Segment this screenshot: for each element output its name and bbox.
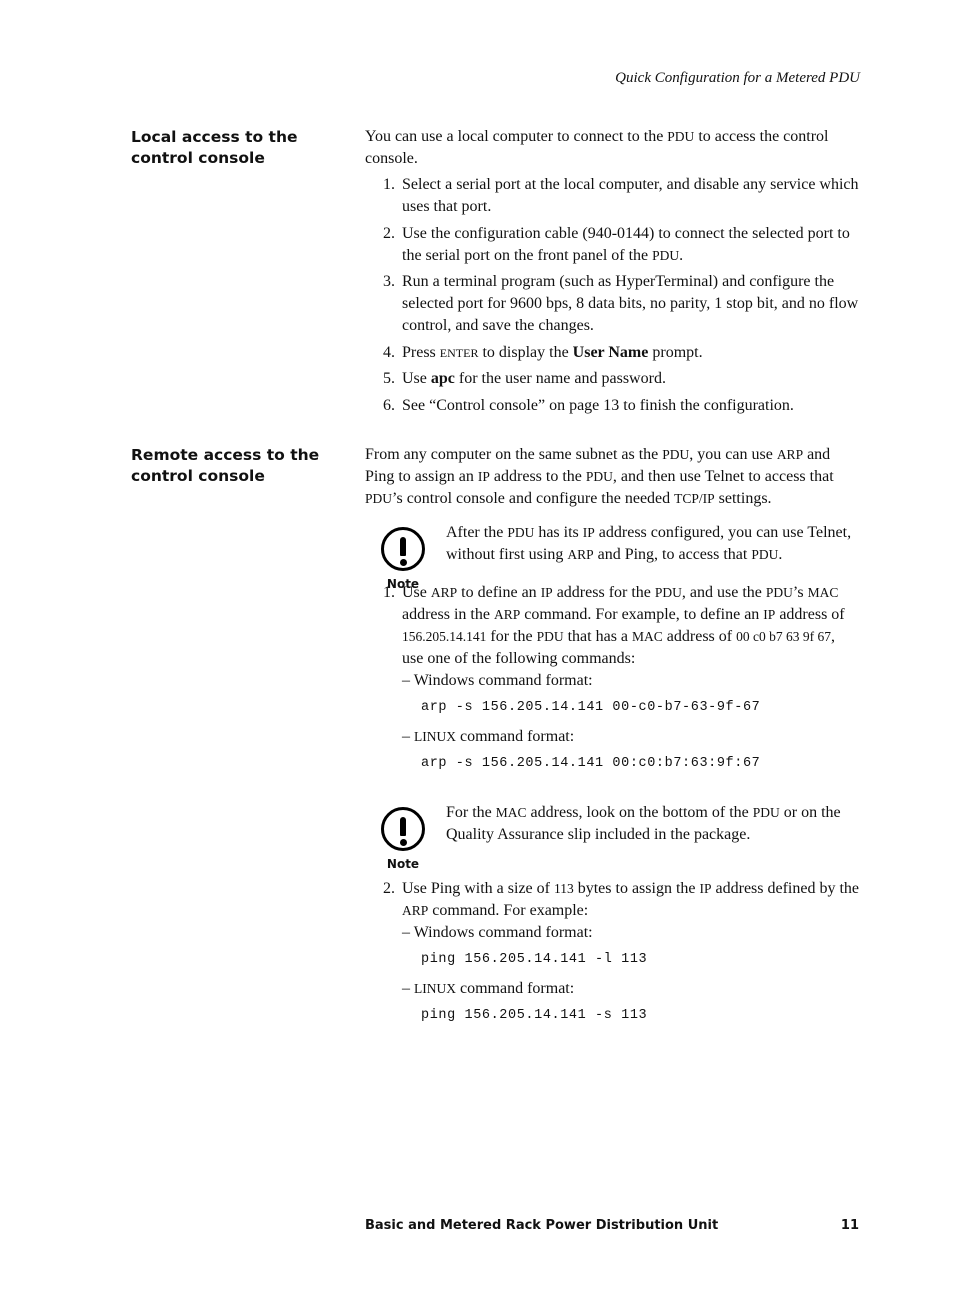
- windows-format-label: – Windows command format:: [402, 924, 593, 941]
- footer-title: Basic and Metered Rack Power Distribution Unit: [365, 1218, 719, 1233]
- windows-ping-command: ping 156.205.14.141 -l 113: [421, 952, 648, 967]
- local-access-body: [365, 126, 860, 421]
- note-icon: Note: [375, 807, 431, 875]
- linux-format-label: – LINUX command format:: [402, 728, 575, 745]
- list-item: 1. Select a serial port at the local computer, and disable any service which uses that port.: [383, 176, 859, 215]
- note-icon: Note: [375, 527, 431, 595]
- local-steps-list: [365, 174, 860, 417]
- remote-access-body: [365, 444, 860, 1034]
- local-intro: You can use a local computer to connect to the PDU to access the control console.: [365, 128, 829, 167]
- linux-arp-command: arp -s 156.205.14.141 00:c0:b7:63:9f:67: [421, 756, 761, 771]
- exclamation-icon: [381, 807, 425, 851]
- remote-access-heading: Remote access to the control console: [131, 446, 320, 485]
- linux-ping-command: ping 156.205.14.141 -s 113: [421, 1008, 648, 1023]
- list-item: 2. Use Ping with a size of 113 bytes to assign the IP address defined by the ARP command. For example: – Windows command format: ping 156.205.14.141 -l 113 – LINUX command format: ping 156.205.14.141 -s 113: [365, 878, 860, 1026]
- list-item: 5. Use apc for the user name and password.: [383, 370, 666, 387]
- note-box: [375, 522, 860, 591]
- list-item: 3. Run a terminal program (such as HyperTerminal) and configure the selected port for 9600 bps, 8 data bits, no parity, 1 stop bit, and no flow control, and save the changes.: [383, 273, 859, 334]
- local-access-heading: Local access to the control console: [131, 128, 298, 167]
- windows-format-label: – Windows command format:: [402, 672, 593, 689]
- note-box: [375, 802, 860, 871]
- exclamation-icon: [381, 527, 425, 571]
- list-item: 2. Use the configuration cable (940-0144) to connect the selected port to the serial port on the front panel of the PDU.: [383, 224, 850, 264]
- list-item: 4. Press ENTER to display the User Name prompt.: [383, 343, 703, 361]
- windows-arp-command: arp -s 156.205.14.141 00-c0-b7-63-9f-67: [421, 700, 761, 715]
- list-item: 1. Use ARP to define an IP address for the PDU, and use the PDU’s MAC address in the ARP command. For example, to define an IP address of 156.205.14.141 for the PDU that has a MAC address of 00 c0 b7 63 9f 67, use one of the following commands: – Windows command format: arp -s 156.205.14.141 00-c0-b7-63-9f-67 – LINUX command format: arp -s 156.205.14.141 00:c0:b7:63:9f:67: [365, 582, 860, 774]
- remote-steps-list: [365, 582, 860, 774]
- note-text: For the MAC address, look on the bottom of the PDU or on the Quality Assurance slip included in the package.: [446, 804, 841, 843]
- linux-format-label: – LINUX command format:: [402, 980, 575, 997]
- remote-intro: From any computer on the same subnet as the PDU, you can use ARP and Ping to assign an IP address to the PDU, and then use Telnet to access that PDU’s control console and configure the needed TCP/IP settings.: [365, 446, 834, 507]
- list-item: 6. See “Control console” on page 13 to finish the configuration.: [383, 396, 794, 414]
- note-text: After the PDU has its IP address configured, you can use Telnet, without first using ARP and Ping, to access that PDU.: [446, 524, 852, 563]
- running-head: Quick Configuration for a Metered PDU: [615, 70, 860, 86]
- remote-steps-list-continued: [365, 878, 860, 1026]
- page-number: 11: [840, 1218, 859, 1233]
